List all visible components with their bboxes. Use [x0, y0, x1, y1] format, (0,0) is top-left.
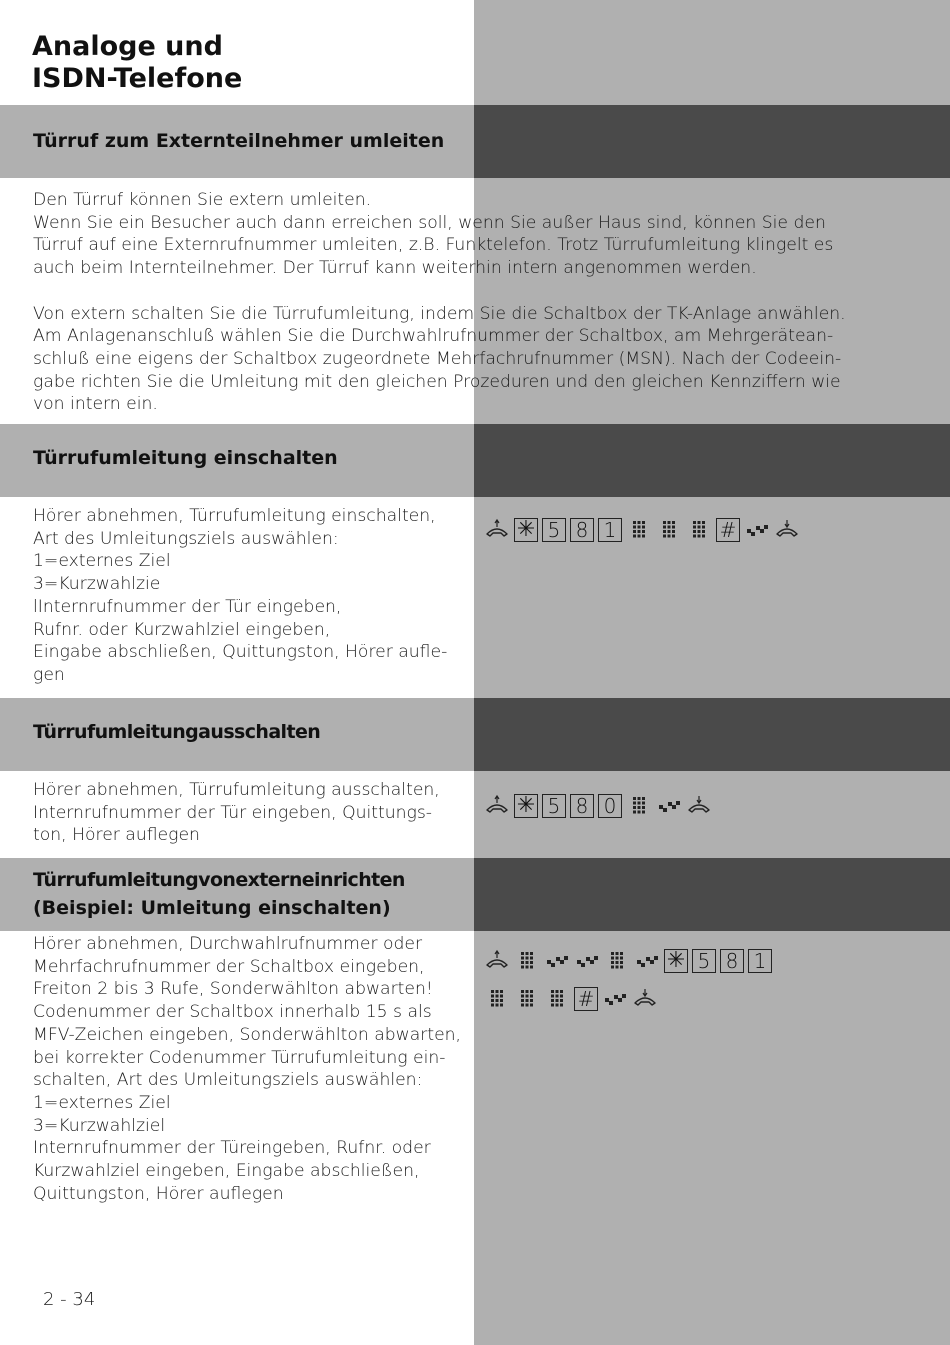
handset-lift-icon: [484, 518, 510, 542]
section-band-right: [474, 698, 950, 771]
digit-key: 8: [570, 518, 594, 542]
digit-key: 5: [542, 794, 566, 818]
keypad-icon: [604, 949, 630, 973]
keypad-icon: [686, 518, 712, 542]
acknowledge-tone-icon: [544, 949, 570, 973]
keypad-icon: [656, 518, 682, 542]
section-band-right: [474, 105, 950, 178]
digit-key: 1: [598, 518, 622, 542]
keypad-icon: [544, 987, 570, 1011]
acknowledge-tone-icon: [634, 949, 660, 973]
section-band-right: [474, 424, 950, 497]
acknowledge-tone-icon: [574, 949, 600, 973]
keypad-icon: [514, 949, 540, 973]
page-number: 2 - 34: [43, 1289, 96, 1310]
enable-redirect-key-sequence: [484, 516, 800, 544]
disable-redirect-steps: Hörer abnehmen, Türrufumleitung ausschalten, Internrufnummer der Tür eingeben, Quittungs- ton, Hörer auflegen: [33, 780, 440, 846]
section-title-external-setup: Türrufumleitungvonexterneinrichten (Beispiel: Umleitung einschalten): [33, 869, 405, 919]
intro-paragraph: Den Türruf können Sie extern umleiten. Wenn Sie ein Besucher auch dann erreichen soll, wenn Sie außer Haus sind, können Sie den Türruf auf eine Externrufnummer umleiten, z.B. Funktelefon. Trotz Türrufumleitung klingelt es auch beim Internteilnehmer. Der Türruf kann weiterhin intern angenommen werden. Von extern schalten Sie die Türrufumleitung, indem Sie die Schaltbox der TK-Anlage anwählen. Am Anlagenanschluß wählen Sie die Durchwahlrufnummer der Schaltbox, am Mehrgerätean- schluß eine eigens der Schaltbox zugeordnete Mehrfachrufnummer (MSN). Nach der Codeein- gabe richten Sie die Umleitung mit den gleichen Prozeduren und den gleichen Kennziffern wie von intern ein.: [33, 190, 846, 415]
external-setup-key-sequence-line2: [484, 985, 658, 1013]
enable-redirect-steps: Hörer abnehmen, Türrufumleitung einschalten, Art des Umleitungsziels auswählen: 1=externes Ziel 3=Kurzwahlzie lInternrufnummer der Tür eingeben, Rufnr. oder Kurzwahlziel eingeben, Eingabe abschließen, Quittungston, Hörer aufle- gen: [33, 506, 448, 685]
handset-lift-icon: [484, 949, 510, 973]
digit-key: 5: [692, 949, 716, 973]
keypad-icon: [484, 987, 510, 1011]
digit-key: 5: [542, 518, 566, 542]
star-key-icon: ✳: [514, 794, 538, 818]
section-title-disable-redirect: Türrufumleitungausschalten: [33, 721, 321, 743]
acknowledge-tone-icon: [744, 518, 770, 542]
handset-lift-icon: [484, 794, 510, 818]
handset-hangup-icon: [774, 518, 800, 542]
acknowledge-tone-icon: [656, 794, 682, 818]
digit-key: 0: [598, 794, 622, 818]
keypad-icon: [514, 987, 540, 1011]
disable-redirect-key-sequence: [484, 792, 712, 820]
digit-key: 1: [748, 949, 772, 973]
star-key-icon: ✳: [664, 949, 688, 973]
page-title: Analoge und ISDN-Telefone: [32, 31, 243, 94]
external-setup-key-sequence-line1: [484, 947, 772, 975]
handset-hangup-icon: [632, 987, 658, 1011]
digit-key: 8: [720, 949, 744, 973]
hash-key-icon: #: [574, 987, 598, 1011]
external-setup-steps: Hörer abnehmen, Durchwahlrufnummer oder Mehrfachrufnummer der Schaltbox eingeben, Freiton 2 bis 3 Rufe, Sonderwählton abwarten! Codenummer der Schaltbox innerhalb 15 s als MFV-Zeichen eingeben, Sonderwählton abwarten, bei korrekter Codenummer Türrufumleitung ein- schalten, Art des Umleitungsziels auswählen: 1=externes Ziel 3=Kurzwahlziel Internrufnummer der Türeingeben, Rufnr. oder Kurzwahlziel eingeben, Eingabe abschließen, Quittungston, Hörer auflegen: [33, 934, 462, 1204]
keypad-icon: [626, 518, 652, 542]
section-band-right: [474, 858, 950, 931]
section-title-door-call-redirect: Türruf zum Externteilnehmer umleiten: [33, 130, 445, 152]
section-title-enable-redirect: Türrufumleitung einschalten: [33, 447, 338, 469]
handset-hangup-icon: [686, 794, 712, 818]
keypad-icon: [626, 794, 652, 818]
acknowledge-tone-icon: [602, 987, 628, 1011]
digit-key: 8: [570, 794, 594, 818]
hash-key-icon: #: [716, 518, 740, 542]
star-key-icon: ✳: [514, 518, 538, 542]
